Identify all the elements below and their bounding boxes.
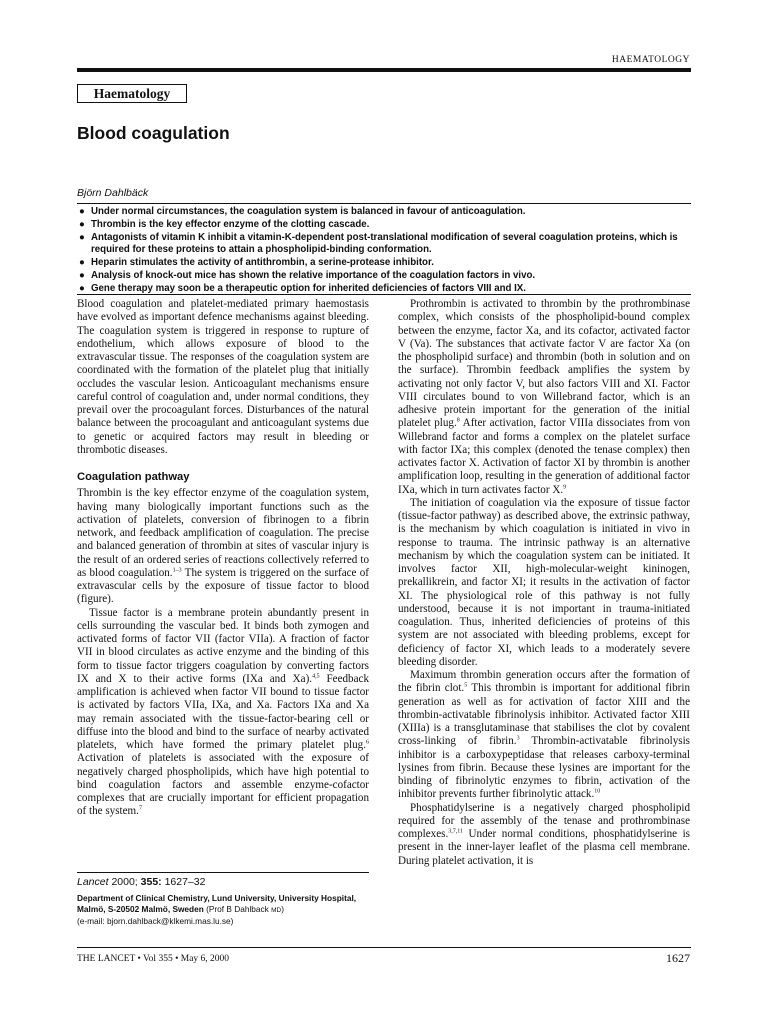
reference-mark: 6: [366, 739, 369, 746]
body-paragraph: Tissue factor is a membrane protein abundantly present in cells surrounding the vascular bed. It binds both zymogen and activated forms of factor VII (factor VIIa). A fraction of factor VII in blood circulates as active enzyme and the binding of this form to tissue factor triggers coagulation by converting factors IX and X to their active forms (IXa and Xa).$^{4,5}$ Feedback amplification is achieved when factor VII bound to tissue factor is activated by factors VIIa, IXa, and Xa. Factors IXa and Xa may remain associated with the tissue-factor-bearing cell or diffuse into the blood and bind to the surface of nearby activated platelets, which have formed the primary platelet plug.$^6$ Activation of platelets is associated with the exposure of negatively charged phospholipids, which have high potential to bind coagulation factors and assemble enzyme-cofactor complexes that are crucially important for efficient propagation of the system.$^7$: [77, 606, 370, 818]
footer-rule: [77, 947, 691, 948]
footer-journal-info: THE LANCET • Vol 355 • May 6, 2000: [77, 954, 230, 964]
author-name: Björn Dahlbäck: [77, 187, 149, 199]
section-label: Haematology: [77, 84, 187, 103]
key-points-list: [77, 206, 691, 296]
left-column: [77, 298, 369, 819]
reference-mark: 4,5: [312, 673, 320, 680]
reference-mark: 1–3: [172, 567, 182, 574]
top-rule: [77, 68, 691, 72]
article-title: Blood coagulation: [77, 123, 230, 143]
bullet-icon: ●: [79, 269, 85, 281]
right-column: [398, 298, 690, 868]
key-point: ● Under normal circumstances, the coagulation system is balanced in favour of anticoagulation.: [79, 206, 526, 217]
subheading-coagulation-pathway: Coagulation pathway: [77, 471, 190, 483]
body-paragraph: Maximum thrombin generation occurs after the formation of the fibrin clot.$^5$ This thrombin is important for additional fibrin generation as well as for activation of factor XIII and the thrombin-activatable fibrinolysis inhibitor. Activated factor XIII (XIIIa) is a transglutaminase that stabilises the clot by covalent cross-linking of fibrin.$^3$ Thrombin-activatable fibrinolysis inhibitor is a carboxypeptidase that releases carboxy-terminal lysines from fibrin. Because these lysines are important for the binding of fibrinolytic enzymes to fibrin, activation of the inhibitor prevents further fibrinolytic attack.$^{10}$: [398, 669, 691, 801]
key-point: ● Thrombin is the key effector enzyme of the clotting cascade.: [79, 218, 370, 230]
bullet-icon: ●: [79, 218, 85, 230]
reference-mark: 3: [516, 735, 520, 742]
body-paragraph: Thrombin is the key effector enzyme of the coagulation system, having many biologically important functions such as the activation of platelets, conversion of fibrinogen to a fibrin network, and feedback amplification of coagulation. The precise and balanced generation of thrombin at sites of vascular injury is the result of an ordered series of reactions collectively referred to as blood coagulation.$^{1-3}$ The system is triggered on the surface of extravascular cells by the exposure of tissue factor to blood (figure).: [77, 487, 369, 606]
reference-mark: 8: [456, 417, 460, 424]
page-number: 1627: [666, 951, 690, 965]
bullet-icon: ●: [79, 231, 85, 243]
author-email: (e-mail: bjorn.dahlback@klkemi.mas.lu.se): [77, 916, 234, 927]
reference-mark: 10: [594, 788, 601, 795]
body-paragraph: Prothrombin is activated to thrombin by the prothrombinase complex, which consists of the phospholipid-bound complex between the enzyme, factor Xa, and its cofactor, activated factor V (Va). The substances that activate factor V are factor Xa (on the phospholipid surface) and thrombin (both in solution and on the surface). Thrombin feedback amplifies the system by activating not only factor V, but also factors VIII and XI. Factor VIII circulates bound to von Willebrand factor, which is an adhesive protein important for the generation of the initial platelet plug.$^8$ After activation, factor VIIIa dissociates from von Willebrand factor and forms a complex on the platelet surface with factor IXa; this complex (denoted the tenase complex) then activates factor X. Activation of factor XI by thrombin is another amplification loop, resulting in the generation of additional factor IXa, which in turn activates factor X.$^9$: [398, 298, 690, 496]
running-head: HAEMATOLOGY: [611, 55, 690, 65]
citation: Lancet 2000; 355: 1627–32: [77, 876, 206, 888]
reference-mark: 3,7,11: [448, 828, 463, 835]
reference-mark: 5: [464, 682, 468, 689]
key-point: ● Antagonists of vitamin K inhibit a vitamin-K-dependent post-translational modification of several coagulation proteins, which is required for these proteins to attain a phospholipid-binding conformation.: [79, 231, 678, 256]
body-paragraph: Phosphatidylserine is a negatively charged phospholipid required for the assembly of the tenase and prothrombinase complexes.$^{3,7,11}$ Under normal conditions, phosphatidylserine is present in the inner-layer leaflet of the plasma cell membrane. During platelet activation, it is: [398, 801, 690, 867]
key-points-top-rule: [77, 203, 691, 204]
reference-mark: 7: [138, 805, 142, 812]
citation-rule: [77, 872, 369, 873]
author-affiliation: Department of Clinical Chemistry, Lund University, University Hospital, Malmö, S-20502 Malmö, Sweden (Prof B Dahlback MD): [77, 893, 357, 915]
key-points-bottom-rule: [77, 294, 691, 295]
bullet-icon: ●: [79, 257, 85, 269]
key-point: ● Heparin stimulates the activity of antithrombin, a serine-protease inhibitor.: [79, 257, 434, 269]
key-point: ● Gene therapy may soon be a therapeutic option for inherited deficiencies of factors VIII and IX.: [79, 282, 526, 294]
reference-mark: 9: [563, 483, 567, 490]
body-paragraph: The initiation of coagulation via the exposure of tissue factor (tissue-factor pathway) as described above, the extrinsic pathway, is the mechanism by which coagulation is initiated in vivo in response to trauma. The intrinsic pathway is an alternative mechanism by which the coagulation system can be initiated. It involves factor XII, high-molecular-weight kininogen, prekallikrein, and factor XI; it results in the activation of factor XI. The physiological role of this pathway is not fully understood, because it is not important in trauma-initiated coagulation. Thus, inherited deficiencies of proteins of this system are not associated with bleeding problems, except for deficiency of factor XI, which leads to a moderately severe bleeding disorder.: [398, 496, 690, 668]
key-point: ● Analysis of knock-out mice has shown the relative importance of the coagulation factors in vivo.: [79, 269, 536, 281]
intro-paragraph: Blood coagulation and platelet-mediated primary haemostasis have evolved as important defence mechanisms against bleeding. The coagulation system is triggered in response to rupture of endothelium, which allows exposure of blood to the extravascular tissue. The responses of the coagulation system are coordinated with the formation of the platelet plug that initially occludes the vascular lesion. Anticoagulant mechanisms ensure careful control of coagulation and, under normal conditions, they prevail over the procoagulant forces. Disturbances of the natural balance between the procoagulant and anticoagulant systems due to genetic or acquired factors may result in bleeding or thrombotic diseases.: [77, 298, 369, 456]
bullet-icon: ●: [79, 206, 85, 217]
bullet-icon: ●: [79, 282, 85, 294]
citation-block: [77, 872, 369, 928]
